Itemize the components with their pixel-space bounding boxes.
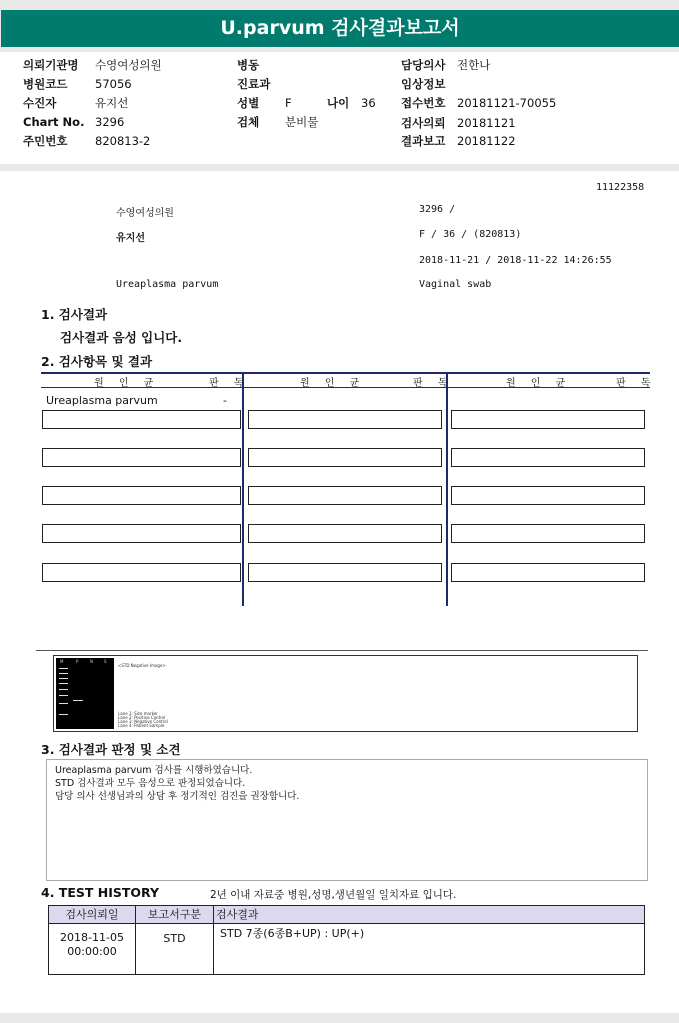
result-box — [248, 448, 442, 467]
result-box — [451, 448, 645, 467]
gel-band — [59, 714, 68, 715]
gel-band — [59, 668, 68, 669]
opinion-box — [46, 759, 648, 881]
history-table — [48, 905, 645, 975]
info-age — [327, 95, 376, 111]
gel-legend-item: Lane 1: Size marker — [118, 711, 158, 716]
gel-band — [59, 673, 68, 674]
history-note: 2년 이내 자료중 병원,성명,생년월일 일치자료 입니다. — [210, 889, 457, 901]
divider-line — [36, 650, 648, 651]
result-box — [42, 524, 241, 543]
info-chart-no — [23, 115, 124, 129]
col-header-judge: 판 독 — [209, 378, 250, 389]
separator — [0, 164, 679, 171]
result-box — [451, 410, 645, 429]
info-receipt-no — [401, 95, 556, 111]
info-value: 전한나 — [457, 58, 491, 72]
info-label: 접수번호 — [401, 96, 446, 110]
info-resident-no — [23, 133, 150, 149]
gel-electrophoresis-image — [56, 658, 114, 729]
plain-hospital: 수영여성의원 — [116, 208, 174, 219]
history-col-divider — [213, 906, 214, 974]
item-name: Ureaplasma parvum — [46, 394, 158, 407]
info-value: 수영여성의원 — [95, 58, 162, 72]
info-label: 주민번호 — [23, 134, 68, 148]
result-box — [42, 410, 241, 429]
info-specimen — [237, 114, 318, 130]
info-doctor — [401, 57, 490, 73]
result-box — [42, 563, 241, 582]
info-label: Chart No. — [23, 115, 85, 129]
history-row-type: STD — [163, 932, 186, 945]
info-sex — [237, 95, 292, 111]
history-row-result: STD 7종(6종B+UP) : UP(+) — [220, 927, 365, 940]
col-header-organism: 원 인 균 — [300, 378, 366, 389]
info-label: 결과보고 — [401, 134, 446, 148]
opinion-line: 담당 의사 선생님과의 상담 후 정기적인 검진을 권장합니다. — [55, 791, 300, 802]
gel-lane-label: M — [60, 659, 64, 664]
section1-title: 1. 검사결과 — [41, 307, 108, 322]
result-box — [451, 486, 645, 505]
gel-band — [59, 689, 68, 690]
info-label: 나이 — [327, 96, 350, 110]
result-box — [42, 486, 241, 505]
gel-band — [59, 678, 68, 679]
info-report-date — [401, 133, 516, 149]
gel-band — [59, 683, 68, 684]
opinion-line: STD 검사결과 모두 음성으로 판정되었습니다. — [55, 778, 246, 789]
plain-organism: Ureaplasma parvum — [116, 279, 219, 290]
gel-legend-item: Lane 2: Positive Control — [118, 715, 166, 720]
info-label: 진료과 — [237, 77, 271, 91]
info-label: 수진자 — [23, 96, 57, 110]
info-label: 임상정보 — [401, 77, 446, 91]
grid-divider — [242, 372, 244, 606]
report-code: 11122358 — [596, 182, 645, 193]
info-department — [237, 76, 285, 92]
gel-lane-label: P — [76, 659, 79, 664]
info-value: F — [285, 96, 292, 110]
col-header-judge: 판 독 — [616, 378, 657, 389]
gel-band — [73, 700, 83, 701]
result-box — [248, 410, 442, 429]
info-label: 담당의사 — [401, 58, 446, 72]
gel-legend-item: Lane 4: Patient Sample — [118, 723, 165, 728]
plain-specimen: Vaginal swab — [419, 279, 492, 290]
col-header-judge: 판 독 — [413, 378, 454, 389]
gel-lane-label: S — [104, 659, 107, 664]
info-value: 20181122 — [457, 134, 516, 148]
gel-caption: <STD Negative Image> — [118, 663, 166, 668]
info-request-date — [401, 115, 516, 131]
section1-text: 검사결과 음성 입니다. — [60, 330, 183, 345]
plain-sex-age: F / 36 / (820813) — [419, 229, 522, 240]
history-header-date: 검사의뢰일 — [65, 908, 119, 921]
plain-dates: 2018-11-21 / 2018-11-22 14:26:55 — [419, 255, 612, 266]
result-box — [451, 563, 645, 582]
footer-bar — [0, 1013, 679, 1023]
gel-band — [59, 695, 68, 696]
section2-title: 2. 검사항목 및 결과 — [41, 354, 153, 369]
history-row-date: 2018-11-05 — [60, 931, 124, 944]
gel-legend-item: Lane 3: Negative Control — [118, 719, 168, 724]
info-value: 36 — [361, 96, 376, 110]
info-value: 820813-2 — [95, 134, 151, 148]
section3-title: 3. 검사결과 판정 및 소견 — [41, 742, 181, 757]
gel-lane-label: N — [90, 659, 93, 664]
info-hospital-name — [23, 57, 162, 73]
info-value: 20181121 — [457, 116, 516, 130]
info-label: 병동 — [237, 58, 260, 72]
info-patient — [23, 95, 128, 111]
info-label: 의뢰기관명 — [23, 58, 79, 72]
section4-title: 4. TEST HISTORY — [41, 885, 160, 900]
result-box — [248, 563, 442, 582]
info-ward — [237, 57, 285, 73]
grid-divider — [446, 372, 448, 606]
history-header-result: 검사결과 — [216, 908, 259, 921]
result-box — [248, 524, 442, 543]
result-box — [42, 448, 241, 467]
info-value: 3296 — [95, 115, 125, 129]
info-label: 병원코드 — [23, 77, 68, 91]
gel-band — [59, 703, 68, 704]
plain-patient: 유지선 — [116, 233, 145, 244]
info-clinical — [401, 76, 457, 92]
col-header-organism: 원 인 균 — [506, 378, 572, 389]
info-label: 성별 — [237, 96, 260, 110]
info-value: 유지선 — [95, 96, 129, 110]
plain-chart: 3296 / — [419, 204, 456, 215]
col-header-organism: 원 인 균 — [94, 378, 160, 389]
info-label: 검사의뢰 — [401, 116, 446, 130]
result-box — [451, 524, 645, 543]
opinion-line: Ureaplasma parvum 검사를 시행하였습니다. — [55, 765, 253, 776]
info-value: 20181121-70055 — [457, 96, 557, 110]
item-result: - — [223, 394, 227, 407]
result-box — [248, 486, 442, 505]
info-value: 분비물 — [285, 115, 319, 129]
report-title: U.parvum 검사결과보고서 — [1, 10, 679, 47]
info-hospital-code — [23, 76, 132, 92]
history-row-time: 00:00:00 — [67, 945, 117, 958]
history-header-type: 보고서구분 — [147, 908, 202, 921]
info-value: 57056 — [95, 77, 132, 91]
info-label: 검체 — [237, 115, 260, 129]
